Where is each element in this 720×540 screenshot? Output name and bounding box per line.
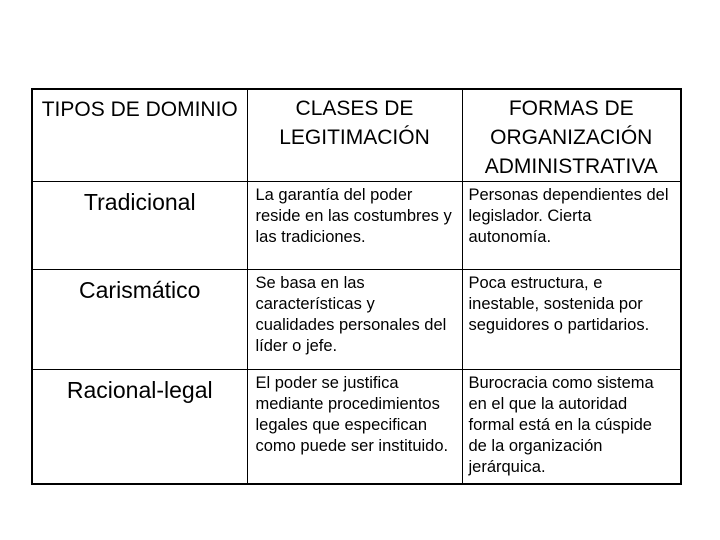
- header-cell: [247, 89, 462, 182]
- tipo-tradicional: Tradicional: [83, 189, 196, 215]
- table-row: [32, 182, 681, 270]
- table-cell: [32, 182, 247, 270]
- legitimacion-racional-legal: El poder se justifica mediante procedimientos legales que especifican como puede ser instituido.: [255, 374, 449, 455]
- tipo-racional-legal: Racional-legal: [66, 377, 213, 403]
- header-formas-de-organizacion: FORMAS DE ORGANIZACIÓN ADMINISTRATIVA: [484, 97, 658, 178]
- table-cell: [32, 270, 247, 370]
- table-row: [32, 370, 681, 484]
- organizacion-racional-legal: Burocracia como sistema en el que la autoridad formal está en la cúspide de la organización jerárquica.: [468, 374, 654, 476]
- table-cell: [247, 370, 462, 484]
- table-cell: [462, 270, 681, 370]
- table-cell: [462, 370, 681, 484]
- header-cell: [462, 89, 681, 182]
- header-tipos-de-dominio: TIPOS DE DOMINIO: [41, 98, 238, 121]
- table-cell: [247, 270, 462, 370]
- legitimacion-carismatico: Se basa en las características y cualidades personales del líder o jefe.: [255, 274, 447, 355]
- header-clases-de-legitimacion: CLASES DE LEGITIMACIÓN: [279, 97, 430, 149]
- table-cell: [462, 182, 681, 270]
- header-cell: [32, 89, 247, 182]
- dominio-table: [31, 88, 682, 485]
- table-row: [32, 270, 681, 370]
- table-cell: [32, 370, 247, 484]
- table-cell: [247, 182, 462, 270]
- organizacion-tradicional: Personas dependientes del legislador. Cierta autonomía.: [468, 186, 669, 246]
- table-header-row: [32, 89, 681, 182]
- legitimacion-tradicional: La garantía del poder reside en las costumbres y las tradiciones.: [255, 186, 452, 246]
- tipo-carismatico: Carismático: [79, 277, 201, 303]
- organizacion-carismatico: Poca estructura, e inestable, sostenida por seguidores o partidarios.: [468, 274, 650, 334]
